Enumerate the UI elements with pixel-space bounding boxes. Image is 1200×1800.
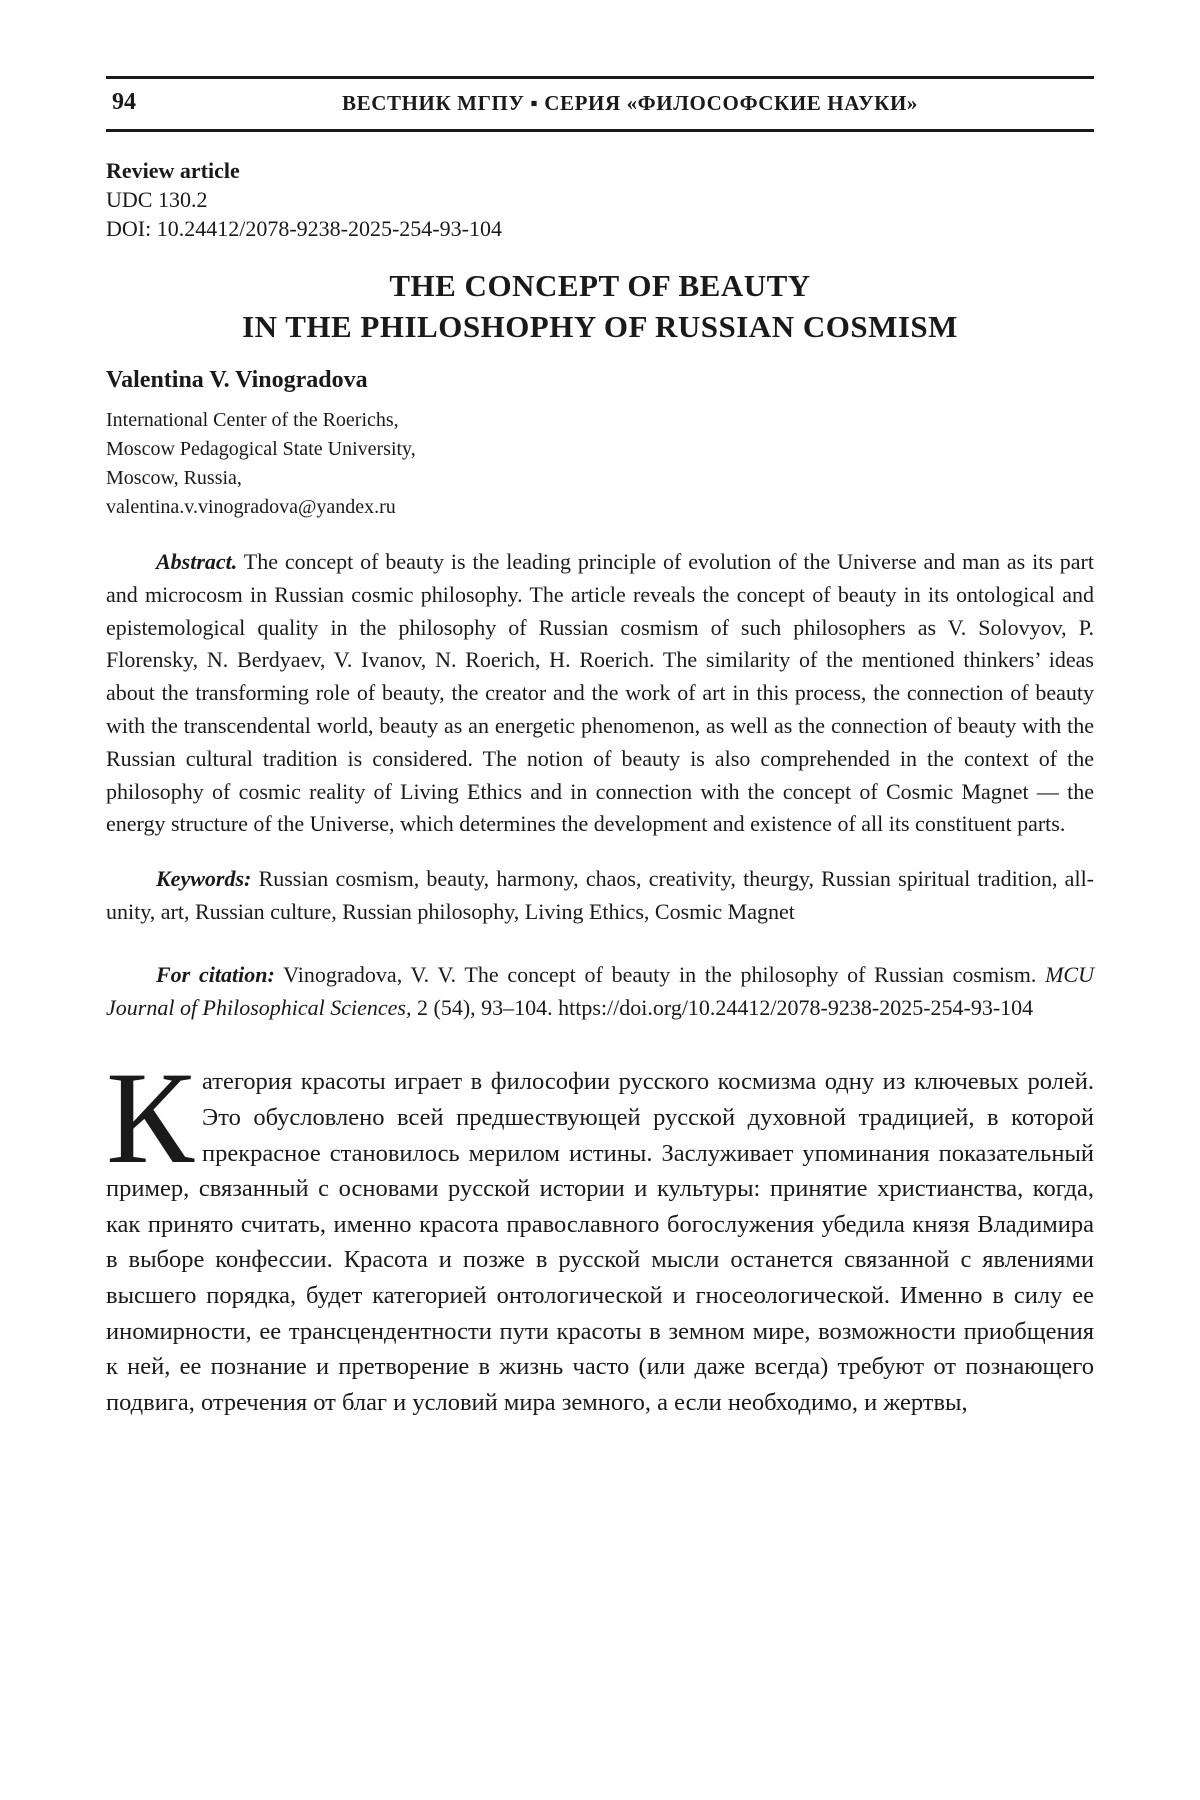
title-line-1: THE CONCEPT OF BEAUTY (389, 268, 811, 303)
body-paragraph (106, 1044, 1094, 1420)
affiliation-1: International Center of the Roerichs, (106, 409, 399, 431)
journal-page (106, 76, 1094, 1420)
author-location: Moscow, Russia, (106, 467, 242, 489)
abstract-text: The concept of beauty is the leading principle of evolution of the Universe and man as its part and microcosm in Russian cosmic philosophy. The article reveals the concept of beauty in its ontological and epistemological quality in the philosophy of Russian cosmism of such philosophers as V. Solovyov, P. Florensky, N. Berdyaev, V. Ivanov, N. Roerich, H. Roerich. The similarity of the mentioned thinkers’ ideas about the transforming role of beauty, the creator and the work of art in this process, the connection of beauty with the transcendental world, beauty as an energetic phenomenon, as well as the connection of beauty with the Russian cultural tradition is considered. The notion of beauty is also comprehended in the context of the philosophy of cosmic reality of Living Ethics and in connection with the concept of Cosmic Magnet — the energy structure of the Universe, which determines the development and existence of all its constituent parts. (106, 549, 1094, 837)
keywords (106, 863, 1094, 929)
udc: UDC 130.2 (106, 187, 208, 212)
article-title (106, 265, 1094, 347)
citation-label: For citation: (156, 961, 275, 987)
article-type: Review article (106, 158, 240, 183)
page-number: 94 (112, 89, 136, 115)
doi: DOI: 10.24412/2078-9238-2025-254-93-104 (106, 216, 502, 241)
author-affiliation (106, 406, 1094, 522)
keywords-text: Russian cosmism, beauty, harmony, chaos, creativity, theurgy, Russian spiritual tradition, all-unity, art, Russian culture, Russian philosophy, Living Ethics, Cosmic Magnet (106, 866, 1095, 924)
author-name: Valentina V. Vinogradova (106, 367, 368, 393)
author-email: valentina.v.vinogradova@yandex.ru (106, 496, 396, 518)
citation-details: 2 (54), 93–104. https://doi.org/10.24412/2078-9238-2025-254-93-104 (417, 994, 1034, 1020)
citation-text: Vinogradova, V. V. The concept of beauty in the philosophy of Russian cosmism. (283, 961, 1037, 987)
journal-title: ВЕСТНИК МГПУ ▪ СЕРИЯ «ФИЛОСОФСКИЕ НАУКИ» (342, 91, 918, 115)
title-line-2: IN THE PHILOSHOPHY OF RUSSIAN COSMISM (242, 309, 958, 344)
abstract-label: Abstract. (156, 549, 238, 574)
citation (106, 959, 1094, 1025)
abstract (106, 546, 1094, 841)
affiliation-2: Moscow Pedagogical State University, (106, 438, 416, 460)
citation-journal: MCU Journal of Philosophical Sciences, (106, 961, 1094, 1020)
article-meta (106, 156, 1094, 243)
keywords-label: Keywords: (156, 866, 252, 892)
drop-cap: К (106, 1044, 195, 1192)
body-text: атегория красоты играет в философии русского космизма одну из ключевых ролей. Это обусловлено всей предшествующей русской духовной традицией, в которой прекрасное становилось мерилом истины. Заслуживает упоминания показательный пример, связанный с основами русской истории и культуры: принятие христианства, когда, как принято считать, именно красота православного богослужения убедила князя Владимира в выборе конфессии. Красота и позже в русской мысли останется связанной с явлениями высшего порядка, будет категорией онтологической и гносеологической. Именно в силу ее иномирности, ее трансцендентности пути красоты в земном мире, возможности приобщения к ней, ее познание и претворение в жизнь часто (или даже всегда) требуют от познающего подвига, отречения от благ и условий мира земного, а если необходимо, и жертвы, (106, 1068, 1094, 1416)
running-header (106, 76, 1094, 132)
